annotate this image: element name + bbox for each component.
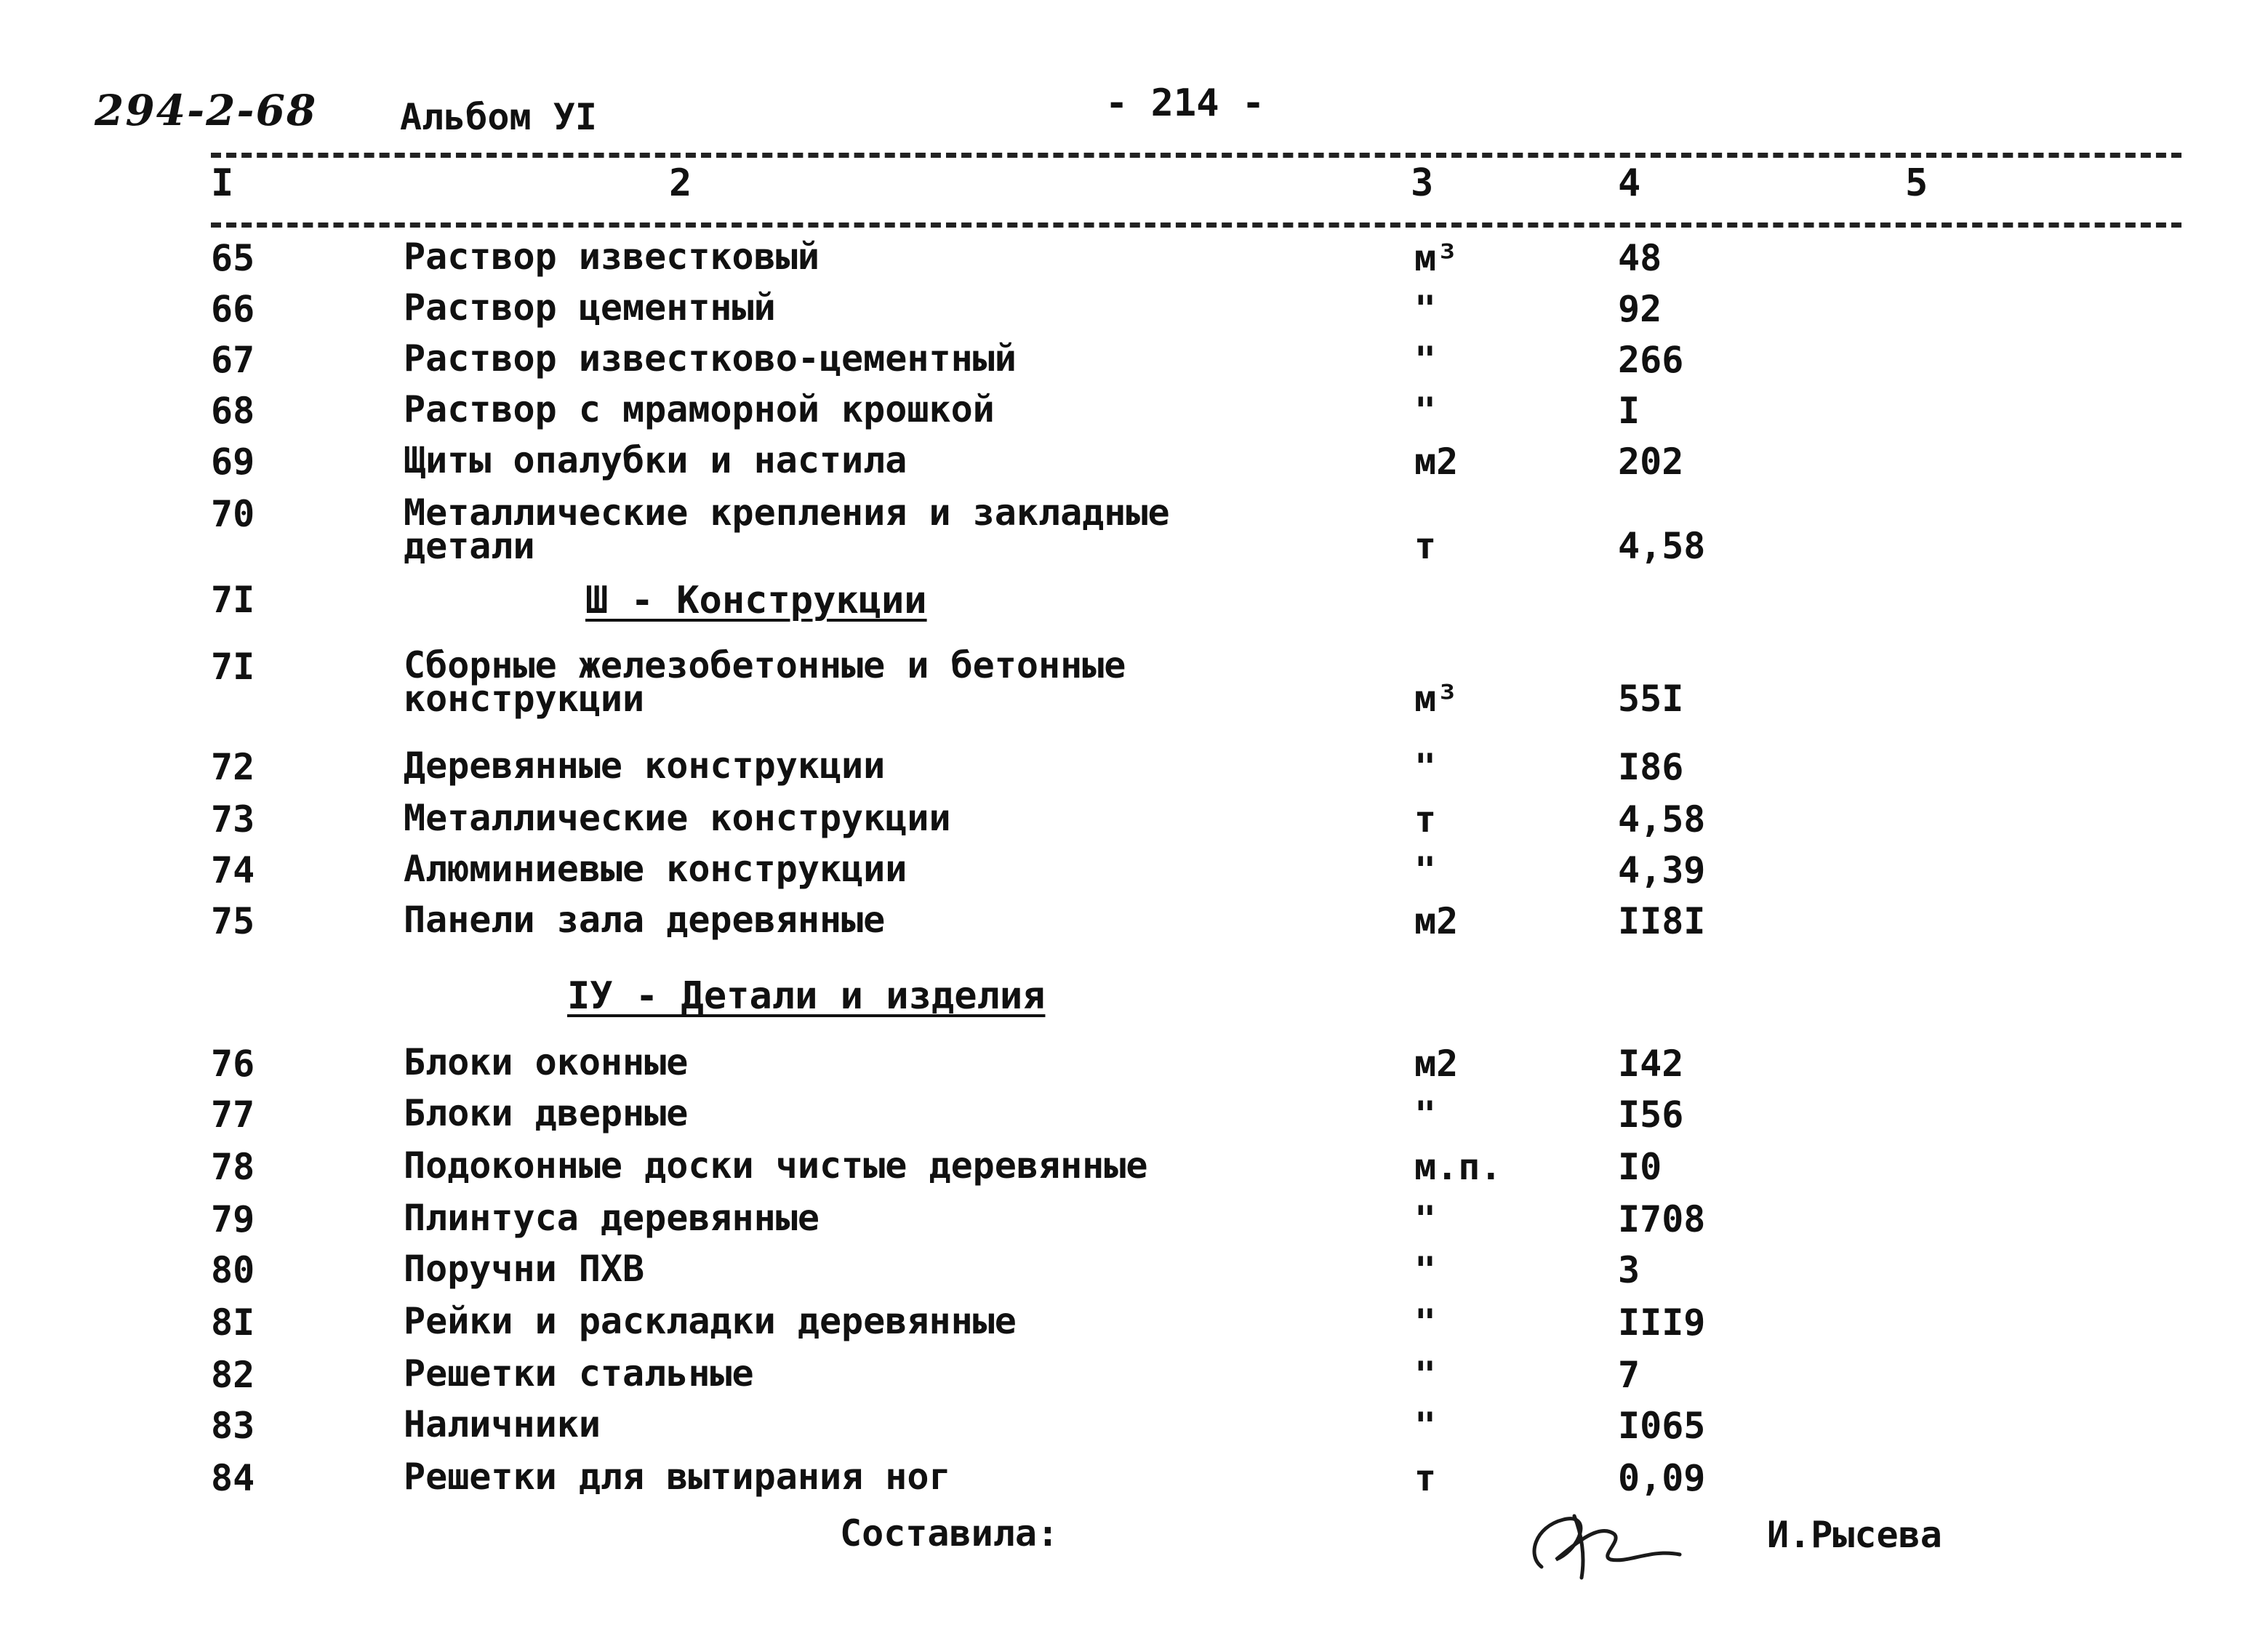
row-quantity: I708 [1618, 1198, 1706, 1240]
page-number: - 214 - [1105, 81, 1265, 125]
row-name: Деревянные конструкции [404, 745, 886, 787]
row-unit: " [1414, 390, 1437, 432]
row-number: 65 [211, 237, 255, 279]
row-name: Плинтуса деревянные [404, 1197, 820, 1239]
row-name: Поручни ПХВ [404, 1248, 645, 1290]
album-label: Альбом УI [400, 96, 597, 138]
row-number: 66 [211, 288, 255, 330]
row-name: Металлические крепления и закладные детали [404, 492, 1170, 567]
row-number: 82 [211, 1354, 255, 1396]
row-quantity: III9 [1618, 1301, 1706, 1344]
row-number: 68 [211, 390, 255, 432]
row-quantity: 92 [1618, 288, 1662, 330]
header-divider-top [211, 153, 2181, 158]
row-quantity: I56 [1618, 1094, 1684, 1136]
header-divider-bottom [211, 222, 2181, 228]
row-name: Рейки и раскладки деревянные [404, 1300, 1017, 1342]
signer-name: И.Рысева [1767, 1514, 1942, 1556]
row-quantity: 4,39 [1618, 849, 1706, 891]
row-quantity: 48 [1618, 237, 1662, 279]
row-quantity: 4,58 [1618, 798, 1706, 840]
row-name: Сборные железобетонные и бетонные конструкции [404, 644, 1126, 720]
row-name: Раствор с мраморной крошкой [404, 388, 995, 430]
column-header-5: 5 [1905, 161, 1928, 205]
row-unit: м2 [1414, 900, 1459, 942]
row-number: 84 [211, 1457, 255, 1499]
row-name: Раствор известково-цементный [404, 337, 1017, 380]
row-number: 73 [211, 798, 255, 840]
section-title-3: Ш - Конструкции [585, 579, 927, 622]
column-header-1: I [211, 161, 234, 205]
row-unit: м2 [1414, 441, 1459, 483]
document-code: 294-2-68 [95, 86, 318, 135]
row-unit: " [1414, 1094, 1437, 1136]
row-quantity: I0 [1618, 1146, 1662, 1188]
row-number: 69 [211, 441, 255, 483]
row-quantity: 7 [1618, 1354, 1640, 1396]
row-number: 76 [211, 1043, 255, 1085]
row-unit: м2 [1414, 1043, 1459, 1085]
row-unit: м³ [1414, 237, 1459, 279]
row-unit: " [1414, 1405, 1437, 1447]
row-unit: " [1414, 1301, 1437, 1344]
row-quantity: 55I [1618, 678, 1684, 720]
row-number: 78 [211, 1146, 255, 1188]
row-quantity: 0,09 [1618, 1457, 1706, 1499]
row-unit: " [1414, 288, 1437, 330]
row-name: Блоки оконные [404, 1041, 689, 1083]
row-name: Панели зала деревянные [404, 899, 886, 941]
row-unit: т [1414, 525, 1437, 567]
row-name: Раствор цементный [404, 286, 776, 329]
row-quantity: 4,58 [1618, 525, 1706, 567]
row-quantity: I065 [1618, 1405, 1706, 1447]
column-header-2: 2 [669, 161, 692, 205]
row-number: 72 [211, 746, 255, 788]
row-quantity: 266 [1618, 339, 1684, 381]
row-quantity: 202 [1618, 441, 1684, 483]
row-name: Металлические конструкции [404, 797, 951, 839]
row-unit: " [1414, 1354, 1437, 1396]
row-name: Подоконные доски чистые деревянные [404, 1144, 1148, 1187]
row-unit: " [1414, 746, 1437, 788]
row-name: Алюминиевые конструкции [404, 848, 907, 890]
row-name: Наличники [404, 1403, 601, 1445]
section-number: 7I [211, 579, 255, 621]
row-number: 75 [211, 900, 255, 942]
row-unit: м³ [1414, 678, 1459, 720]
row-number: 80 [211, 1249, 255, 1291]
section-title-4: IУ - Детали и изделия [567, 974, 1046, 1018]
column-header-4: 4 [1618, 161, 1641, 205]
row-unit: " [1414, 339, 1437, 381]
row-unit: м.п. [1414, 1146, 1502, 1188]
row-unit: т [1414, 1457, 1437, 1499]
row-number: 79 [211, 1198, 255, 1240]
row-quantity: I [1618, 390, 1640, 432]
row-number: 8I [211, 1301, 255, 1344]
composed-by-label: Составила: [840, 1512, 1059, 1554]
row-name: Раствор известковый [404, 236, 820, 278]
row-quantity: II8I [1618, 900, 1706, 942]
row-name: Блоки дверные [404, 1092, 689, 1134]
row-quantity: 3 [1618, 1249, 1640, 1291]
row-name: Решетки стальные [404, 1352, 754, 1395]
row-number: 67 [211, 339, 255, 381]
row-name: Щиты опалубки и настила [404, 439, 907, 481]
row-unit: " [1414, 1198, 1437, 1240]
row-number: 83 [211, 1405, 255, 1447]
row-unit: " [1414, 1249, 1437, 1291]
row-unit: т [1414, 798, 1437, 840]
row-unit: " [1414, 849, 1437, 891]
row-quantity: I86 [1618, 746, 1684, 788]
signature-icon [1512, 1498, 1687, 1585]
row-number: 7I [211, 646, 255, 688]
row-quantity: I42 [1618, 1043, 1684, 1085]
column-header-3: 3 [1411, 161, 1434, 205]
row-number: 70 [211, 493, 255, 535]
row-number: 74 [211, 849, 255, 891]
row-name: Решетки для вытирания ног [404, 1456, 951, 1498]
row-number: 77 [211, 1094, 255, 1136]
